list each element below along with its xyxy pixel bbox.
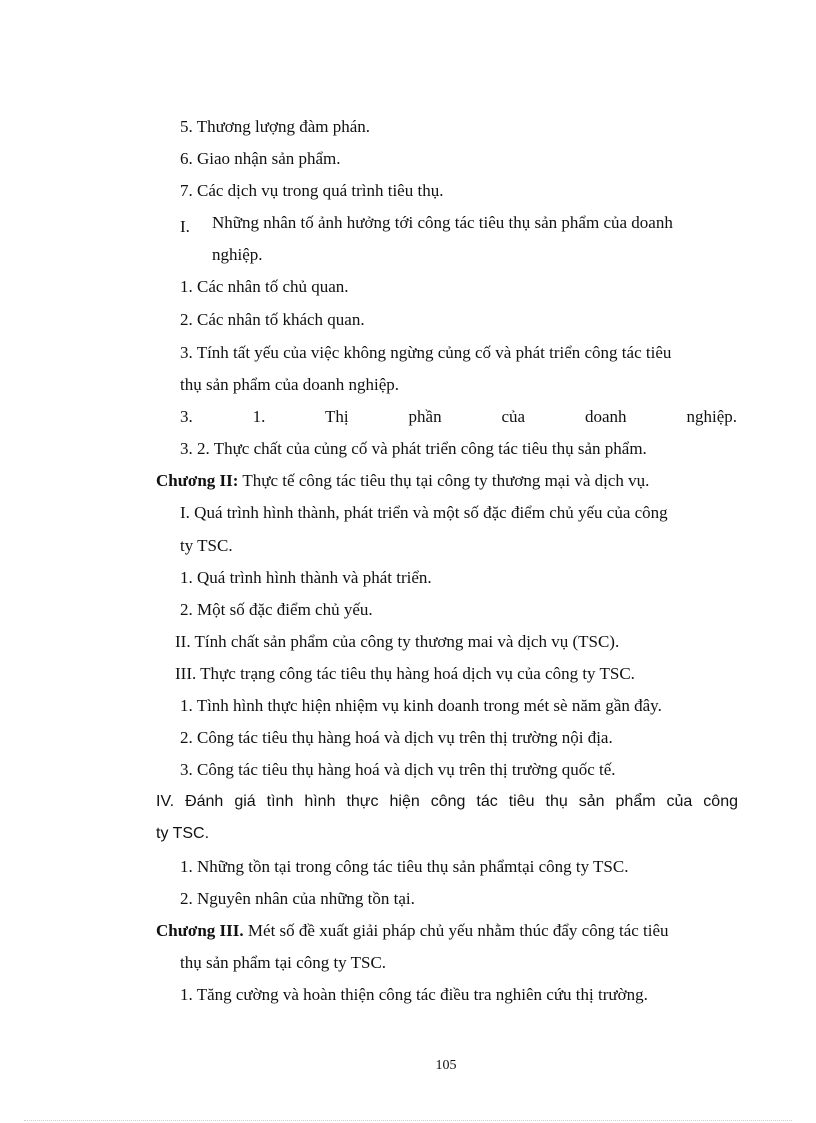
toc-item: 2. Công tác tiêu thụ hàng hoá và dịch vụ trên thị trường nội địa. [180, 728, 613, 747]
toc-item: 1. Tăng cường và hoàn thiện công tác điều tra nghiên cứu thị trường. [180, 985, 648, 1004]
page-number: 105 [435, 1058, 457, 1073]
toc-item: 3. 2. Thực chất của củng cố và phát triển công tác tiêu thụ sản phẩm. [180, 439, 647, 458]
toc-item: 1. Các nhân tố chủ quan. [180, 277, 349, 296]
toc-item: III. Thực trạng công tác tiêu thụ hàng hoá dịch vụ của công ty TSC. [175, 664, 635, 683]
roman-numeral: I. [180, 217, 190, 236]
toc-item: 5. Thương lượng đàm phán. [180, 117, 371, 136]
toc-item: Những nhân tố ảnh hưởng tới công tác tiêu thụ sản phẩm của doanh [212, 213, 673, 232]
chapter-label: Chương II: [156, 471, 239, 490]
chapter-title: Mét số đề xuất giải pháp chủ yếu nhằm thúc đẩy công tác tiêu [247, 921, 669, 940]
toc-item: thụ sản phẩm của doanh nghiệp. [180, 375, 400, 394]
toc-item: 6. Giao nhận sản phẩm. [180, 149, 341, 168]
toc-item: 2. Nguyên nhân của những tồn tại. [180, 889, 415, 908]
toc-item: thụ sản phẩm tại công ty TSC. [180, 953, 387, 972]
toc-item: I. Quá trình hình thành, phát triển và một số đặc điểm chủ yếu của công [180, 503, 668, 522]
toc-item: 3. Tính tất yếu của việc không ngừng củng cố và phát triển công tác tiêu [180, 343, 672, 362]
toc-item: 3. Công tác tiêu thụ hàng hoá và dịch vụ trên thị trường quốc tế. [180, 760, 616, 779]
toc-item: 1. Những tồn tại trong công tác tiêu thụ sản phẩmtại công ty TSC. [180, 857, 629, 876]
toc-item: 2. Một số đặc điểm chủ yếu. [180, 600, 373, 619]
page-bottom-divider [24, 1120, 792, 1121]
toc-item: 1. Tình hình thực hiện nhiệm vụ kinh doanh trong mét sè năm gần đây. [180, 696, 662, 715]
toc-item: nghiệp. [212, 245, 263, 264]
toc-item: IV. Đánh giá tình hình thực hiện công tác tiêu thụ sản phẩm của công [156, 793, 738, 810]
toc-item: ty TSC. [180, 536, 233, 555]
toc-item: 2. Các nhân tố khách quan. [180, 310, 365, 329]
toc-item: 3. 1. Thị phần của doanh nghiệp. [180, 407, 737, 426]
toc-item: 1. Quá trình hình thành và phát triển. [180, 568, 432, 587]
chapter-heading [156, 470, 649, 492]
chapter-heading [156, 920, 669, 942]
chapter-label: Chương III. [156, 921, 244, 940]
chapter-title: Thực tế công tác tiêu thụ tại công ty thương mại và dịch vụ. [242, 471, 650, 490]
toc-item: 7. Các dịch vụ trong quá trình tiêu thụ. [180, 181, 444, 200]
toc-item: II. Tính chất sản phẩm của công ty thương mai và dịch vụ (TSC). [175, 632, 620, 651]
toc-item: ty TSC. [156, 825, 210, 842]
